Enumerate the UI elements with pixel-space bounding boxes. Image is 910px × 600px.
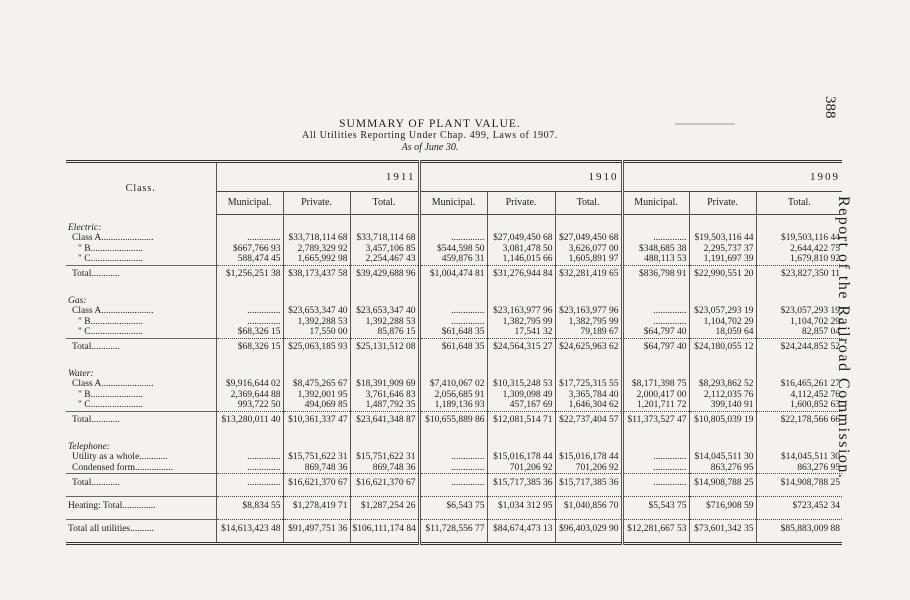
page-title: SUMMARY OF PLANT VALUE. — [339, 118, 521, 130]
value-cell: 588,474 45 — [216, 254, 283, 265]
as-of-date: As of June 30. — [401, 142, 459, 153]
value-cell: 2,056,685 91 — [419, 390, 487, 401]
value-cell: .............. — [622, 317, 689, 328]
value-cell — [216, 215, 283, 234]
value-cell — [756, 215, 842, 234]
value-cell: $61,648 35 — [419, 327, 487, 338]
value-cell — [555, 288, 622, 307]
value-cell: 1,189,136 93 — [419, 400, 487, 411]
value-cell: $25,131,512 08 — [350, 338, 419, 357]
value-cell: $19,503,116 44 — [689, 233, 756, 244]
value-cell — [622, 434, 689, 453]
value-cell — [555, 434, 622, 453]
value-cell: $8,475,265 67 — [283, 379, 350, 390]
value-cell: $91,497,751 36 — [283, 520, 350, 539]
page-number: 388 — [822, 96, 838, 119]
value-cell: .............. — [216, 463, 283, 474]
value-cell: 459,876 31 — [419, 254, 487, 265]
value-cell: $23,653,347 40 — [283, 306, 350, 317]
value-cell: 2,000,417 00 — [622, 390, 689, 401]
value-cell: $16,621,370 67 — [283, 474, 350, 493]
value-cell: $15,751,622 31 — [350, 452, 419, 463]
value-cell: $8,171,398 75 — [622, 379, 689, 390]
table-row — [66, 244, 842, 255]
value-cell: 1,104,702 29 — [756, 317, 842, 328]
value-cell — [689, 434, 756, 453]
value-cell: 993,722 50 — [216, 400, 283, 411]
value-cell: $38,173,437 58 — [283, 265, 350, 284]
year-header: 1910 — [419, 162, 622, 192]
category-label: Telephone: — [68, 441, 110, 452]
value-cell — [419, 215, 487, 234]
value-cell: $14,045,511 30 — [689, 452, 756, 463]
value-cell: $96,403,029 90 — [555, 520, 622, 539]
value-cell: $1,034 312 95 — [487, 497, 555, 516]
value-cell — [419, 361, 487, 380]
value-cell: $11,728,556 77 — [419, 520, 487, 539]
value-cell: .............. — [419, 474, 487, 493]
total-row — [66, 474, 842, 493]
row-label: " C...................... — [78, 400, 143, 410]
value-cell: 1,665,992 98 — [283, 254, 350, 265]
row-label: Heating: Total.............. — [66, 497, 216, 516]
value-cell: $13,280,011 40 — [216, 411, 283, 430]
value-cell: $64,797 40 — [622, 327, 689, 338]
value-cell: 869,748 36 — [283, 463, 350, 474]
value-cell — [216, 288, 283, 307]
value-cell: $23,641,348 87 — [350, 411, 419, 430]
value-cell: $716,908 59 — [689, 497, 756, 516]
value-cell — [350, 288, 419, 307]
total-row — [66, 338, 842, 357]
row-label: " B...................... — [78, 243, 143, 254]
value-cell: $23,653,347 40 — [350, 306, 419, 317]
value-cell: 3,365,784 40 — [555, 390, 622, 401]
value-cell: 17,550 00 — [283, 327, 350, 338]
category-row — [66, 434, 842, 453]
value-cell — [756, 288, 842, 307]
value-cell: 863,276 95 — [756, 463, 842, 474]
table-row — [66, 233, 842, 244]
value-cell — [419, 434, 487, 453]
value-cell: $31,276,944 84 — [487, 265, 555, 284]
value-cell: 399,140 91 — [689, 400, 756, 411]
value-cell — [419, 288, 487, 307]
value-cell: $16,621,370 67 — [350, 474, 419, 493]
value-cell: $836,798 91 — [622, 265, 689, 284]
value-cell: 79,189 67 — [555, 327, 622, 338]
value-cell: 863,276 95 — [689, 463, 756, 474]
value-cell: 17,541 32 — [487, 327, 555, 338]
value-cell: $1,040,856 70 — [555, 497, 622, 516]
value-cell: $9,916,644 02 — [216, 379, 283, 390]
value-cell: .............. — [419, 317, 487, 328]
value-cell — [283, 361, 350, 380]
value-cell — [689, 215, 756, 234]
total-row — [66, 411, 842, 430]
row-label: Total............ — [66, 474, 216, 493]
year-header: 1911 — [216, 162, 419, 192]
value-cell: $39,429,688 96 — [350, 265, 419, 284]
category-row — [66, 215, 842, 234]
value-cell — [555, 361, 622, 380]
value-cell: $10,315,248 53 — [487, 379, 555, 390]
value-cell: $544,598 50 — [419, 244, 487, 255]
row-label: Class A...................... — [72, 306, 154, 316]
value-cell: 457,167 69 — [487, 400, 555, 411]
value-cell: $14,045,511 30 — [756, 452, 842, 463]
table-body — [66, 215, 842, 544]
year-header: 1909 — [622, 162, 842, 192]
value-cell — [487, 215, 555, 234]
value-cell: .............. — [419, 452, 487, 463]
value-cell: $61,648 35 — [419, 338, 487, 357]
column-header: Total. — [555, 192, 622, 215]
value-cell: $24,180,055 12 — [689, 338, 756, 357]
class-header: Class. — [125, 182, 156, 194]
total-row — [66, 265, 842, 284]
value-cell: $15,016,178 44 — [487, 452, 555, 463]
value-cell — [283, 434, 350, 453]
value-cell: 1,605,891 97 — [555, 254, 622, 265]
table-row — [66, 390, 842, 401]
value-cell: $1,004,474 81 — [419, 265, 487, 284]
plant-value-table — [66, 160, 842, 545]
value-cell: 2,369,644 88 — [216, 390, 283, 401]
value-cell — [283, 288, 350, 307]
row-label: Utility as a whole............ — [72, 452, 168, 462]
value-cell: $348,685 38 — [622, 244, 689, 255]
value-cell: $23,163,977 96 — [487, 306, 555, 317]
value-cell: $14,908,788 25 — [689, 474, 756, 493]
table-row — [66, 254, 842, 265]
value-cell: 1,392,288 53 — [283, 317, 350, 328]
spacer-row — [66, 538, 842, 544]
column-header: Municipal. — [419, 192, 487, 215]
value-cell: $6,543 75 — [419, 497, 487, 516]
value-cell: .............. — [419, 233, 487, 244]
value-cell: 2,644,422 75 — [756, 244, 842, 255]
category-label: Water: — [68, 368, 94, 379]
value-cell: $24,625,963 62 — [555, 338, 622, 357]
value-cell: .............. — [622, 233, 689, 244]
value-cell: $23,057,293 19 — [689, 306, 756, 317]
value-cell: $14,613,423 48 — [216, 520, 283, 539]
category-row — [66, 288, 842, 307]
value-cell: $22,178,566 66 — [756, 411, 842, 430]
total-row — [66, 497, 842, 516]
value-cell — [756, 361, 842, 380]
value-cell — [487, 361, 555, 380]
value-cell: 3,457,106 85 — [350, 244, 419, 255]
value-cell — [555, 215, 622, 234]
value-cell: $1,256,251 38 — [216, 265, 283, 284]
row-label: Class A...................... — [72, 233, 154, 243]
column-header: Municipal. — [216, 192, 283, 215]
value-cell: $5,543 75 — [622, 497, 689, 516]
value-cell: 1,392,288 53 — [350, 317, 419, 328]
row-label: Total all utilities.......... — [66, 520, 216, 539]
table-row — [66, 452, 842, 463]
value-cell: .............. — [216, 306, 283, 317]
value-cell: 1,146,015 66 — [487, 254, 555, 265]
value-cell: $15,751,622 31 — [283, 452, 350, 463]
value-cell: $33,718,114 68 — [283, 233, 350, 244]
value-cell: $23,827,350 11 — [756, 265, 842, 284]
value-cell: $15,717,385 36 — [487, 474, 555, 493]
row-label: Class A...................... — [72, 379, 154, 389]
value-cell: $17,725,315 55 — [555, 379, 622, 390]
value-cell: 1,191,697 39 — [689, 254, 756, 265]
row-label: Total............ — [66, 265, 216, 284]
value-cell: $25,063,185 93 — [283, 338, 350, 357]
value-cell: 1,392,001 95 — [283, 390, 350, 401]
value-cell: $106,111,174 84 — [350, 520, 419, 539]
column-header: Total. — [350, 192, 419, 215]
page-subtitle: All Utilities Reporting Under Chap. 499, Laws of 1907. — [302, 130, 558, 141]
value-cell: 82,857 04 — [756, 327, 842, 338]
value-cell — [487, 434, 555, 453]
value-cell: 1,382,795 99 — [555, 317, 622, 328]
value-cell: .............. — [622, 452, 689, 463]
value-cell: $12,081,514 71 — [487, 411, 555, 430]
row-label: " C...................... — [78, 254, 143, 264]
category-label: Gas: — [68, 295, 87, 306]
value-cell: 4,112,452 76 — [756, 390, 842, 401]
value-cell: $68,326 15 — [216, 338, 283, 357]
column-header: Total. — [756, 192, 842, 215]
value-cell: .............. — [622, 474, 689, 493]
value-cell: 1,487,792 35 — [350, 400, 419, 411]
value-cell: $33,718,114 68 — [350, 233, 419, 244]
value-cell: 701,206 92 — [487, 463, 555, 474]
value-cell: $84,674,473 13 — [487, 520, 555, 539]
table-row — [66, 317, 842, 328]
value-cell — [487, 288, 555, 307]
value-cell: $16,465,261 27 — [756, 379, 842, 390]
value-cell: 2,254,467 43 — [350, 254, 419, 265]
value-cell: 1,679,810 92 — [756, 254, 842, 265]
value-cell: 488,113 53 — [622, 254, 689, 265]
value-cell: .............. — [622, 306, 689, 317]
value-cell: .............. — [419, 306, 487, 317]
category-label: Electric: — [68, 222, 102, 233]
value-cell: $667,766 93 — [216, 244, 283, 255]
value-cell: .............. — [216, 452, 283, 463]
value-cell: $32,281,419 65 — [555, 265, 622, 284]
value-cell: $7,410,067 02 — [419, 379, 487, 390]
value-cell — [350, 215, 419, 234]
value-cell: $27,049,450 68 — [555, 233, 622, 244]
value-cell: 869,748 36 — [350, 463, 419, 474]
value-cell — [689, 361, 756, 380]
value-cell: 2,295,737 37 — [689, 244, 756, 255]
value-cell: 2,112,035 76 — [689, 390, 756, 401]
value-cell: $1,278,419 71 — [283, 497, 350, 516]
column-header: Private. — [689, 192, 756, 215]
value-cell — [622, 361, 689, 380]
category-row — [66, 361, 842, 380]
value-cell: $10,805,039 19 — [689, 411, 756, 430]
value-cell: 18,059 64 — [689, 327, 756, 338]
value-cell: $18,391,909 69 — [350, 379, 419, 390]
value-cell — [350, 434, 419, 453]
column-header: Municipal. — [622, 192, 689, 215]
value-cell: $15,717,385 36 — [555, 474, 622, 493]
value-cell: $22,737,404 57 — [555, 411, 622, 430]
value-cell: .............. — [622, 463, 689, 474]
column-header: Private. — [487, 192, 555, 215]
value-cell: $24,564,315 27 — [487, 338, 555, 357]
value-cell: .............. — [216, 474, 283, 493]
value-cell: 701,206 92 — [555, 463, 622, 474]
value-cell — [350, 361, 419, 380]
value-cell: 3,626,077 00 — [555, 244, 622, 255]
value-cell: 3,761,646 83 — [350, 390, 419, 401]
value-cell: $723,452 34 — [756, 497, 842, 516]
value-cell: $27,049,450 68 — [487, 233, 555, 244]
value-cell: $1,287,254 26 — [350, 497, 419, 516]
value-cell: $73,601,342 35 — [689, 520, 756, 539]
table-row — [66, 400, 842, 411]
value-cell: $68,326 15 — [216, 327, 283, 338]
row-label: " C...................... — [78, 327, 143, 337]
value-cell: $64,797 40 — [622, 338, 689, 357]
value-cell: 2,789,329 92 — [283, 244, 350, 255]
value-cell: 85,876 15 — [350, 327, 419, 338]
value-cell: 1,104,702 29 — [689, 317, 756, 328]
value-cell — [756, 434, 842, 453]
row-label: " B...................... — [78, 316, 143, 327]
value-cell — [216, 434, 283, 453]
value-cell — [283, 215, 350, 234]
table-row — [66, 327, 842, 338]
table-row — [66, 306, 842, 317]
value-cell: $22,990,551 20 — [689, 265, 756, 284]
running-title: Report of the Railroad Commission. — [835, 196, 852, 480]
value-cell: $23,163,977 96 — [555, 306, 622, 317]
value-cell: $12,281,667 53 — [622, 520, 689, 539]
row-label: Condensed form................ — [72, 462, 174, 473]
value-cell: 1,309,098 49 — [487, 390, 555, 401]
value-cell: $14,908,788 25 — [756, 474, 842, 493]
value-cell: $85,883,009 88 — [756, 520, 842, 539]
value-cell: .............. — [419, 463, 487, 474]
value-cell: 494,069 85 — [283, 400, 350, 411]
value-cell: $8,293,862 52 — [689, 379, 756, 390]
value-cell — [216, 361, 283, 380]
value-cell — [622, 288, 689, 307]
column-header: Private. — [283, 192, 350, 215]
value-cell: 1,600,852 63 — [756, 400, 842, 411]
value-cell: $19,503,116 44 — [756, 233, 842, 244]
value-cell: .............. — [216, 233, 283, 244]
value-cell: $23,057,293 19 — [756, 306, 842, 317]
table-row — [66, 379, 842, 390]
row-label: " B...................... — [78, 389, 143, 400]
value-cell: $24,244,852 52 — [756, 338, 842, 357]
table-row — [66, 463, 842, 474]
value-cell — [622, 215, 689, 234]
row-label: Total............ — [66, 338, 216, 357]
value-cell: 1,646,304 62 — [555, 400, 622, 411]
value-cell: 1,201,711 72 — [622, 400, 689, 411]
value-cell: $10,655,889 86 — [419, 411, 487, 430]
value-cell: 3,081,478 50 — [487, 244, 555, 255]
value-cell: 1,382,795 99 — [487, 317, 555, 328]
value-cell: $11,373,527 47 — [622, 411, 689, 430]
value-cell: .............. — [216, 317, 283, 328]
row-label: Total............ — [66, 411, 216, 430]
value-cell: $10,361,337 47 — [283, 411, 350, 430]
value-cell: $15,016,178 44 — [555, 452, 622, 463]
value-cell: $8,834 55 — [216, 497, 283, 516]
value-cell — [689, 288, 756, 307]
total-row — [66, 520, 842, 539]
